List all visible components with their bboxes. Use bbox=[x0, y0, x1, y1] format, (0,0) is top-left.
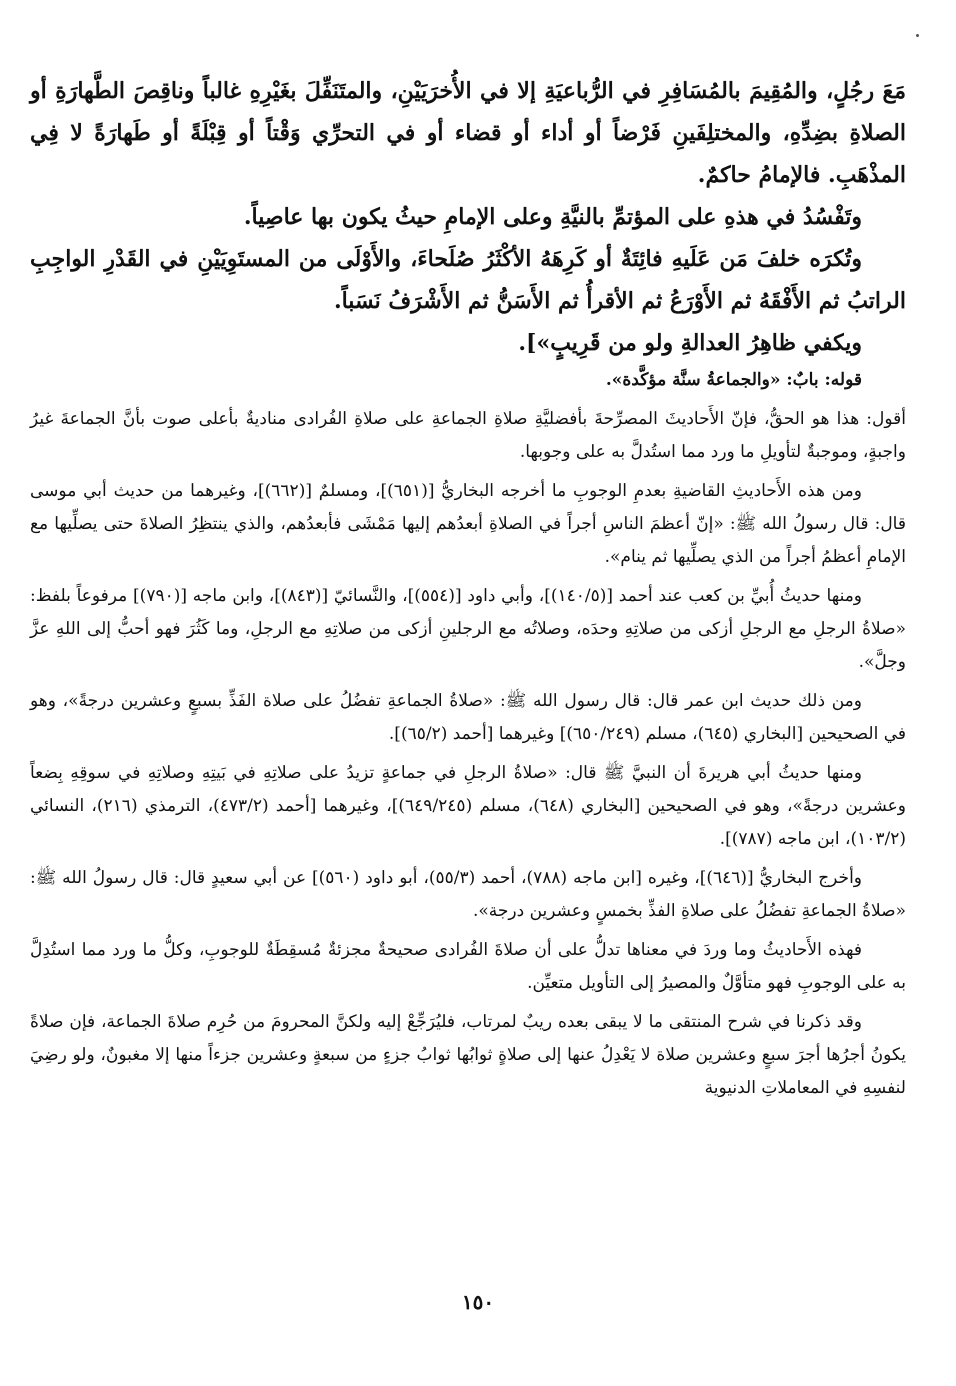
matn-paragraph-4: ويكفي ظاهِرُ العدالةِ ولو من قَرِيبٍ»]. bbox=[518, 330, 862, 356]
commentary-paragraph-7: فهذه الأَحاديثُ وما وردَ في معناها تدلُّ على أن صلاةَ الفُرادى صحيحةٌ مجزئةٌ مُسقِطَةٌ للوجوبِ، وكلُّ ما ورد مما استُدِلَّ به على الوجوبِ فهو متأوَّلٌ والمصيرُ إلى التأويل متعيِّن. bbox=[30, 940, 906, 993]
commentary-paragraph-5: ومنها حديثُ أبي هريرةَ أن النبيَّ ﷺ قال: «صلاةُ الرجلِ في جماعةٍ تزيدُ على صلاتِهِ في بَيتِهِ وصلاتِهِ في سوقِهِ بِضعاً وعشرين درجةً»، وهو في الصحيحين [البخاري (٦٤٨)، مسلم (٦٤٩/٢٤٥)]، وغيرهما [أحمد (٤٧٣/٢)، الترمذي (٢١٦)، النسائي (١٠٣/٢)، ابن ماجه (٧٨٧)]. bbox=[30, 763, 906, 849]
commentary-paragraph-3: ومنها حديثُ أُبيِّ بن كعب عند أحمد [(١٤٠/٥)]، وأبي داود [(٥٥٤)]، والنَّسائيّ [(٨٤٣)]، وابن ماجه [(٧٩٠)] مرفوعاً بلفظ: «صلاةُ الرجلِ مع الرجلِ أزكى من صلاتِهِ وحدَه، وصلاتُه مع الرجلينِ أزكى من صلاتِهِ مع الرجلِ، وما كَثُرَ فهو أحبُّ إلى اللهِ عزَّ وجلَّ». bbox=[30, 586, 906, 672]
commentary-heading: قوله: بابٌ: «والجماعةُ سنَّة مؤكَّدة». bbox=[605, 370, 862, 390]
commentary-paragraph-6: وأخرج البخاريُّ [(٦٤٦)]، وغيره [ابن ماجه (٧٨٨)، أحمد (٥٥/٣)، أبو داود (٥٦٠)] عن أبي سعيدٍ قال: قال رسولُ الله ﷺ: «صلاةُ الجماعةِ تفضُلُ على صلاةِ الفذِّ بخمسٍ وعشرين درجة». bbox=[30, 868, 906, 921]
commentary-paragraph-4: ومن ذلك حديث ابن عمر قال: قال رسول الله ﷺ: «صلاةُ الجماعةِ تفضُلُ على صلاة الفَذِّ بسبعٍ وعشرين درجةً»، وهو في الصحيحين [البخاري (٦٤٥)، مسلم (٦٥٠/٢٤٩)] وغيرهما [أحمد (٦٥/٢)]. bbox=[30, 691, 906, 744]
matn-paragraph-2: وتَفْسُدُ في هذهِ على المؤتمِّ بالنيَّةِ وعلى الإمامِ حيثُ يكون بها عاصِياً. bbox=[243, 204, 862, 230]
commentary-paragraph-1: أقول: هذا هو الحقُّ، فإنّ الأَحاديثَ المصرِّحةَ بأفضليَّةِ صلاةِ الجماعةِ على صلاةِ الفُرادى مناديةٌ بأعلى صوت بأنَّ الجماعةَ غيرُ واجبةٍ، وموجبةٌ لتأويلِ ما ورد مما استُدلَّ به على وجوبها. bbox=[30, 409, 906, 462]
commentary-paragraph-8: وقد ذكرنا في شرح المنتقى ما لا يبقى بعده ريبٌ لمرتاب، فليُرَجِّعْ إليه ولكنَّ المحرومَ من حُرِم صلاةَ الجماعة، فإن صلاةً يكونُ أجرُها أجرَ سبعٍ وعشرين صلاة لا يَعْدِلُ عنها إلى صلاةٍ ثوابُها ثوابُ جزءٍ من سبعةٍ وعشرين جزءاً منها إلا مغبونٌ، ولو رضِيَ لنفسِهِ في المعاملاتِ الدنيوية bbox=[30, 1012, 906, 1098]
commentary-paragraph-2: ومن هذه الأَحاديثِ القاضيةِ بعدمِ الوجوبِ ما أخرجه البخاريُّ [(٦٥١)]، ومسلمٌ [(٦٦٢)]، وغيرهما من حديث أبي موسى قال: قال رسولُ الله ﷺ: «إنّ أعظمَ الناسِ أجراً في الصلاةِ أبعدُهم إليها مَمْشَى فأبعدُهم، والذي ينتظِرُ الصلاةَ حتى يصلِّيها مع الإمامِ أعظمُ أجراً من الذي يصلِّيها ثم ينام». bbox=[30, 481, 906, 567]
corner-mark bbox=[916, 34, 919, 37]
matn-paragraph-3: وتُكرَه خلفَ مَن عَلَيهِ فائِتَةٌ أو كَرِهَهُ الأكْثَرُ صُلَحاءَ، والأَوْلَى من المستَوِيَيْنِ في القَدْرِ الواجِبِ الراتبُ ثم الأَفْقَهُ ثم الأَوْرَعُ ثم الأقرأُ ثم الأَسَنُّ ثم الأَشْرَفُ نَسَباً. bbox=[30, 246, 906, 314]
page-body bbox=[30, 70, 906, 1105]
page-number: ١٥٠ bbox=[461, 1290, 495, 1314]
matn-paragraph-1: مَعَ رجُلٍ، والمُقِيمَ بالمُسَافِرِ في الرُّباعيَةِ إلا في الأُخرَيَيْنِ، والمتَنَفِّلَ بغَيْرِهِ غالباً وناقِصَ الطَّهارَةِ أو الصلاةِ بضِدِّهِ، والمختلِفَينِ فَرْضاً أو أداء أو قضاء أو في التحرِّي وَقْتاً أو قِبْلَةً أو طَهارَةً لا فِي المذْهَبِ. فالإمامُ حاكمٌ. bbox=[30, 78, 906, 188]
